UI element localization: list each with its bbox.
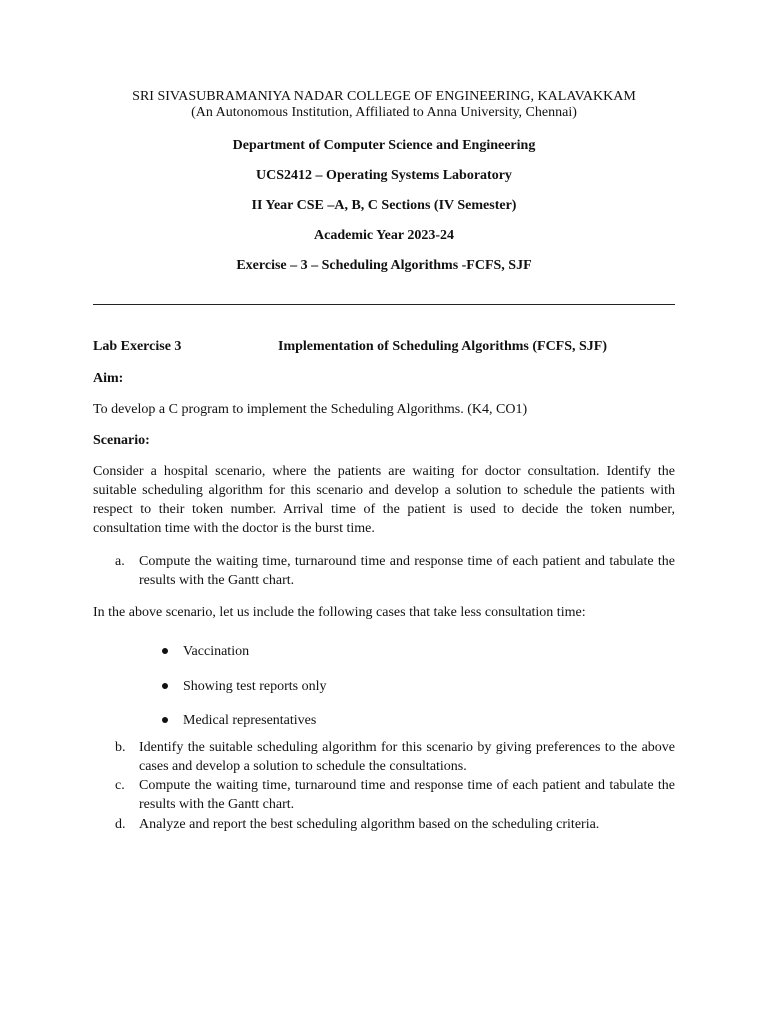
task-text: Compute the waiting time, turnaround time and response time of each patient and tabulate the results with the Gantt chart. <box>139 554 675 588</box>
exercise-title: Exercise – 3 – Scheduling Algorithms -FCFS, SJF <box>236 258 532 273</box>
case-item <box>162 712 316 729</box>
task-marker: d. <box>115 817 126 832</box>
lab-title: Implementation of Scheduling Algorithms (FCFS, SJF) <box>278 339 608 354</box>
bullet-icon <box>162 717 168 723</box>
task-item-d <box>93 815 675 834</box>
case-label: Vaccination <box>183 644 250 659</box>
institution-affiliation: (An Autonomous Institution, Affiliated to Anna University, Chennai) <box>191 105 577 120</box>
task-text: Analyze and report the best scheduling algorithm based on the scheduling criteria. <box>139 817 600 832</box>
scenario-heading: Scenario: <box>93 433 150 448</box>
task-item-b <box>93 738 675 776</box>
aim-text: To develop a C program to implement the Scheduling Algorithms. (K4, CO1) <box>93 402 528 417</box>
scenario-text: Consider a hospital scenario, where the patients are waiting for doctor consultation. Identify the suitable scheduling algorithm for this scenario and develop a solution to schedule the patients with respect to their token number. Arrival time of the patient is used to decide the token number, consultation time with the doctor is the burst time. <box>93 464 675 536</box>
horizontal-divider <box>93 304 675 305</box>
task-item-a <box>93 552 675 590</box>
task-item-c <box>93 776 675 814</box>
bullet-icon <box>162 648 168 654</box>
case-label: Medical representatives <box>183 713 317 728</box>
case-label: Showing test reports only <box>183 679 327 694</box>
task-marker: b. <box>115 740 126 755</box>
task-marker: a. <box>115 554 125 569</box>
department-name: Department of Computer Science and Engineering <box>232 138 536 153</box>
bullet-icon <box>162 683 168 689</box>
task-marker: c. <box>115 778 125 793</box>
class-info: II Year CSE –A, B, C Sections (IV Semester) <box>251 198 517 213</box>
task-text: Compute the waiting time, turnaround time and response time of each patient and tabulate the results with the Gantt chart. <box>139 778 675 812</box>
cases-intro: In the above scenario, let us include the following cases that take less consultation time: <box>93 605 586 620</box>
academic-year: Academic Year 2023-24 <box>314 228 454 243</box>
lab-number: Lab Exercise 3 <box>93 339 182 354</box>
aim-heading: Aim: <box>93 371 124 386</box>
task-text: Identify the suitable scheduling algorithm for this scenario by giving preferences to the above cases and develop a solution to schedule the consultations. <box>139 740 675 774</box>
institution-name: SRI SIVASUBRAMANIYA NADAR COLLEGE OF ENGINEERING, KALAVAKKAM <box>132 89 636 104</box>
case-item <box>162 643 249 660</box>
course-title: UCS2412 – Operating Systems Laboratory <box>256 168 512 183</box>
case-item <box>162 678 327 695</box>
